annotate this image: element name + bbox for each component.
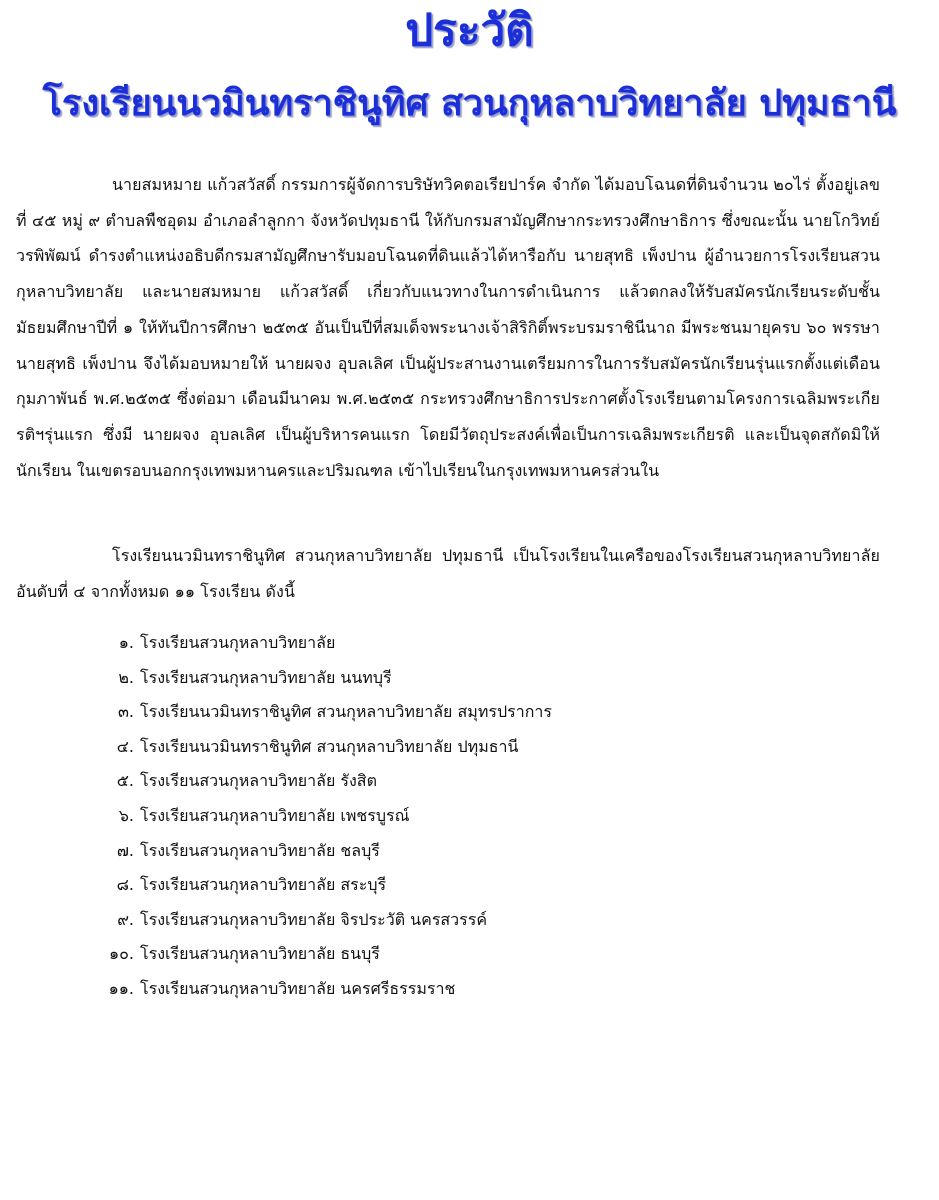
list-item-number: ๑๑. bbox=[108, 978, 134, 998]
list-item bbox=[100, 799, 552, 834]
list-item-number: ๙. bbox=[117, 909, 134, 929]
school-name-heading: โรงเรียนนวมินทราชินูทิศ สวนกุหลาบวิทยาลัย ปทุมธานี bbox=[42, 83, 897, 124]
list-item-school-name: โรงเรียนสวนกุหลาบวิทยาลัย นครศรีธรรมราช bbox=[140, 978, 456, 998]
list-item-number: ๑. bbox=[118, 633, 134, 652]
history-paragraph: นายสมหมาย แก้วสวัสดิ์ กรรมการผู้จัดการบริษัทวิคตอเรียปาร์ค จำกัด ได้มอบโฉนดที่ดินจำนวน ๒๐ไร่ ตั้งอยู่เลขที่ ๔๕ หมู่ ๙ ตำบลพืชอุดม อำเภอลำลูกกา จังหวัดปทุมธานี ให้กับกรมสามัญศึกษากระทรวงศึกษาธิการ ซึ่งขณะนั้น นายโกวิทย์ วรพิพัฒน์ ดำรงตำแหน่งอธิบดีกรมสามัญศึกษารับมอบโฉนดที่ดินแล้วได้หารือกับ นายสุทธิ เพ็งปาน ผู้อำนวยการโรงเรียนสวนกุหลาบวิทยาลัย และนายสมหมาย แก้วสวัสดิ์ เกี่ยวกับแนวทางในการดำเนินการ แล้วตกลงให้รับสมัครนักเรียนระดับชั้นมัธยมศึกษาปีที่ ๑ ให้ทันปีการศึกษา ๒๕๓๕ อันเป็นปีที่สมเด็จพระนางเจ้าสิริกิติ์พระบรมราชินีนาถ มีพระชนมายุครบ ๖๐ พรรษา นายสุทธิ เพ็งปาน จึงได้มอบหมายให้ นายผจง อุบลเลิศ เป็นผู้ประสานงานเตรียมการในการรับสมัครนักเรียนรุ่นแรกตั้งแต่เดือนกุมภาพันธ์ พ.ศ.๒๕๓๕ ซึ่งต่อมา เดือนมีนาคม พ.ศ.๒๕๓๕ กระทรวงศึกษาธิการประกาศตั้งโรงเรียนตามโครงการเฉลิมพระเกียรติฯรุ่นแรก ซึ่งมี นายผจง อุบลเลิศ เป็นผู้บริหารคนแรก โดยมีวัตถุประสงค์เพื่อเป็นการเฉลิมพระเกียรติ และเป็นจุดสกัดมิให้นักเรียน ในเขตรอบนอกกรุงเทพมหานครและปริมณฑล เข้าไปเรียนในกรุงเทพมหานครส่วนใน bbox=[16, 175, 880, 480]
list-item-school-name: โรงเรียนสวนกุหลาบวิทยาลัย นนทบุรี bbox=[140, 667, 392, 687]
list-item bbox=[100, 937, 552, 972]
list-item-school-name: โรงเรียนสวนกุหลาบวิทยาลัย จิรประวัติ นครสวรรค์ bbox=[140, 909, 488, 929]
list-item-number: ๑๐. bbox=[108, 944, 134, 964]
list-item-number: ๒. bbox=[118, 667, 134, 687]
list-item-number: ๗. bbox=[116, 840, 134, 860]
list-item-number: ๓. bbox=[117, 702, 134, 722]
list-item-number: ๕. bbox=[116, 771, 134, 791]
list-item bbox=[100, 972, 552, 1007]
list-item bbox=[100, 730, 552, 765]
list-item bbox=[100, 903, 552, 938]
list-item-number: ๘. bbox=[116, 875, 134, 895]
list-item-school-name: โรงเรียนสวนกุหลาบวิทยาลัย ชลบุรี bbox=[140, 840, 380, 860]
list-item-school-name: โรงเรียนนวมินทราชินูทิศ สวนกุหลาบวิทยาลัย สมุทรปราการ bbox=[140, 702, 552, 722]
list-item bbox=[100, 695, 552, 730]
affiliation-paragraph: โรงเรียนนวมินทราชินูทิศ สวนกุหลาบวิทยาลัย ปทุมธานี เป็นโรงเรียนในเครือของโรงเรียนสวนกุหลาบวิทยาลัย อันดับที่ ๔ จากทั้งหมด ๑๑ โรงเรียน ดังนี้ bbox=[16, 546, 880, 601]
list-item-school-name: โรงเรียนสวนกุหลาบวิทยาลัย รังสิต bbox=[140, 771, 377, 791]
list-item-number: ๔. bbox=[116, 736, 134, 756]
list-item bbox=[100, 626, 552, 661]
page-title: ประวัติ bbox=[405, 5, 534, 56]
list-item-number: ๖. bbox=[118, 805, 134, 825]
list-item-school-name: โรงเรียนสวนกุหลาบวิทยาลัย bbox=[140, 633, 336, 652]
list-item bbox=[100, 764, 552, 799]
list-item-school-name: โรงเรียนสวนกุหลาบวิทยาลัย สระบุรี bbox=[140, 875, 387, 895]
list-item bbox=[100, 834, 552, 869]
list-item-school-name: โรงเรียนสวนกุหลาบวิทยาลัย เพชรบูรณ์ bbox=[140, 805, 410, 825]
list-item bbox=[100, 868, 552, 903]
list-item-school-name: โรงเรียนสวนกุหลาบวิทยาลัย ธนบุรี bbox=[140, 944, 380, 964]
list-item-school-name: โรงเรียนนวมินทราชินูทิศ สวนกุหลาบวิทยาลัย ปทุมธานี bbox=[140, 736, 519, 756]
school-list bbox=[100, 626, 552, 1007]
list-item bbox=[100, 661, 552, 696]
